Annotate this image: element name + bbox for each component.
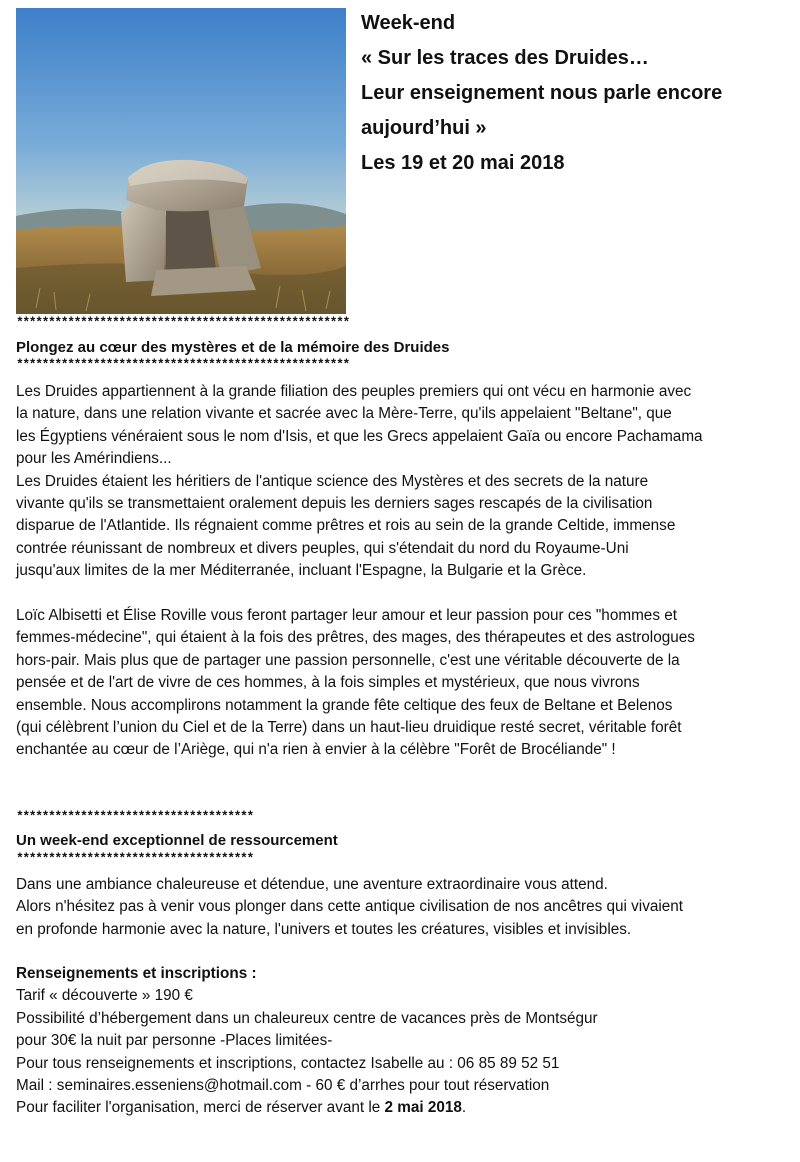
info-heading: Renseignements et inscriptions :	[16, 965, 257, 982]
paragraph-weekend	[16, 874, 786, 941]
text-line: pour 30€ la nuit par personne -Places limitées-	[16, 1032, 333, 1050]
title-line-3: Leur enseignement nous parle encore	[361, 82, 723, 104]
text-line: pour les Amérindiens...	[16, 450, 172, 468]
separator-stars: ****************************************************	[16, 357, 349, 372]
text-line: hors-pair. Mais plus que de partager une passion personnelle, c'est une véritable découverte de la	[16, 651, 680, 669]
text-line: contrée réunissant de nombreux et divers peuples, qui s'étendait du nord du Royaume-Uni	[16, 539, 629, 557]
text-line: Alors n'hésitez pas à venir vous plonger dans cette antique civilisation de nos ancêtres qui vivaient	[16, 898, 684, 916]
text-line: Possibilité d’hébergement dans un chaleureux centre de vacances près de Montségur	[16, 1009, 598, 1027]
price-line: Tarif « découverte » 190 €	[16, 987, 193, 1005]
text-line: femmes-médecine", qui étaient à la fois des prêtres, des mages, des thérapeutes et des astrologues	[16, 629, 695, 647]
contact-phone-line: Pour tous renseignements et inscriptions, contactez Isabelle au : 06 85 89 52 51	[16, 1054, 560, 1072]
separator-stars: *************************************	[16, 851, 253, 866]
text-line: la nature, dans une relation vivante et sacrée avec la Mère-Terre, qu'ils appelaient "Beltane", que	[16, 405, 672, 423]
text-line: (qui célèbrent l’union du Ciel et de la Terre) dans un haut-lieu druidique resté secret, véritable forêt	[16, 719, 682, 737]
section-heading: Plongez au cœur des mystères et de la mémoire des Druides	[16, 339, 450, 356]
separator-stars: ****************************************************	[16, 315, 349, 330]
deadline-suffix: .	[461, 1099, 467, 1117]
title-line-2: « Sur les traces des Druides…	[361, 47, 649, 69]
separator-stars: *************************************	[16, 809, 253, 824]
text-line: jusqu'aux limites de la mer Méditerranée, incluant l'Espagne, la Bulgarie et la Grèce.	[16, 562, 587, 580]
text-line: Les Druides étaient les héritiers de l'antique science des Mystères et des secrets de la nature	[16, 472, 649, 490]
contact-email-line: Mail : seminaires.esseniens@hotmail.com - 60 € d’arrhes pour tout réservation	[16, 1077, 550, 1095]
text-line: Loïc Albisetti et Élise Roville vous feront partager leur amour et leur passion pour ces "hommes et	[16, 607, 677, 624]
text-line: Les Druides appartiennent à la grande filiation des peuples premiers qui ont vécu en harmonie avec	[16, 383, 692, 400]
title-date: Les 19 et 20 mai 2018	[361, 152, 565, 174]
paragraph-presentation	[16, 605, 786, 762]
text-line: en profonde harmonie avec la nature, l'univers et toutes les créatures, visibles et invisibles.	[16, 920, 632, 938]
dolmen-photo	[16, 8, 346, 314]
text-line: vivante qu'ils se transmettaient oralement depuis les derniers sages rescapés de la civilisation	[16, 495, 653, 513]
text-line: ensemble. Nous accomplirons notamment la grande fête celtique des feux de Beltane et Belenos	[16, 696, 673, 714]
text-line: disparue de l'Atlantide. Ils régnaient comme prêtres et rois au sein de la grande Celtide, immense	[16, 517, 676, 535]
text-line: enchantée au cœur de l’Ariège, qui n'a rien à envier à la célèbre "Forêt de Brocéliande" !	[16, 741, 616, 759]
section-heading: Un week-end exceptionnel de ressourcement	[16, 832, 338, 849]
info-block	[16, 963, 786, 1120]
deadline-text: Pour faciliter l'organisation, merci de réserver avant le	[16, 1099, 385, 1117]
deadline-line	[16, 1097, 786, 1119]
text-line: pensée et de l'art de vivre de ces hommes, à la fois simples et mystérieux, que nous vivrons	[16, 674, 640, 692]
paragraph-druides	[16, 381, 786, 583]
title-line-4: aujourd’hui »	[361, 117, 487, 139]
text-line: Dans une ambiance chaleureuse et détendue, une aventure extraordinaire vous attend.	[16, 876, 608, 893]
title-line-1: Week-end	[361, 12, 456, 34]
text-line: les Égyptiens vénéraient sous le nom d'Isis, et que les Grecs appelaient Gaïa ou encore Pachamama	[16, 427, 703, 445]
event-title	[361, 6, 722, 181]
deadline-date: 2 mai 2018	[384, 1099, 462, 1117]
